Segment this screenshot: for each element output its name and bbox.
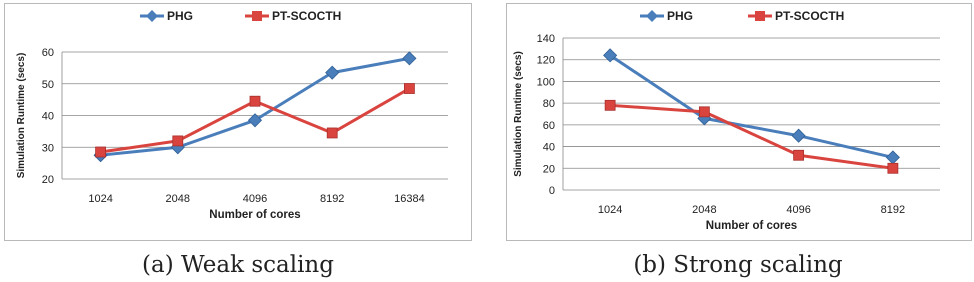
series-line-phg: [610, 55, 893, 157]
data-point-square: [96, 147, 106, 157]
chart-caption: (a) Weak scaling: [142, 252, 334, 278]
y-tick-label: 60: [41, 47, 54, 59]
data-point-square: [699, 107, 709, 117]
data-point-square: [327, 128, 337, 138]
x-tick-label: 1024: [88, 193, 113, 205]
legend-label: PT-SCOCTH: [272, 9, 342, 23]
weak-scaling-chart: [0, 0, 476, 245]
y-tick-label: 40: [41, 110, 54, 123]
legend-marker-square: [252, 11, 262, 21]
data-point-square: [404, 84, 414, 94]
x-tick-label: 8192: [880, 204, 906, 216]
y-tick-label: 40: [542, 141, 555, 154]
data-point-diamond: [792, 129, 805, 142]
y-tick-label: 80: [542, 98, 555, 111]
y-tick-label: 100: [536, 76, 555, 89]
y-tick-label: 20: [542, 163, 555, 176]
data-point-square: [888, 163, 898, 173]
legend-marker-square: [755, 11, 765, 21]
legend-marker-diamond: [646, 10, 658, 22]
strong-scaling-chart: [502, 0, 974, 245]
chart-caption: (b) Strong scaling: [633, 252, 843, 278]
data-point-square: [173, 136, 183, 146]
x-tick-label: 16384: [394, 193, 425, 205]
x-tick-label: 2048: [692, 204, 717, 216]
legend-marker-diamond: [146, 10, 158, 22]
y-axis-title: Simulation Runtime (secs): [513, 51, 524, 177]
data-point-diamond: [886, 151, 899, 164]
x-tick-label: 4096: [242, 193, 268, 205]
legend-label: PHG: [167, 9, 194, 23]
x-tick-label: 8192: [319, 193, 345, 205]
x-tick-label: 4096: [786, 204, 811, 216]
y-tick-label: 140: [536, 33, 555, 45]
x-axis-title: Number of cores: [209, 209, 301, 221]
y-tick-label: 0: [548, 185, 555, 197]
data-point-square: [605, 100, 615, 110]
data-point-square: [250, 96, 260, 106]
y-tick-label: 50: [41, 78, 54, 91]
series-line-phg: [101, 58, 410, 155]
y-tick-label: 60: [542, 119, 555, 132]
x-tick-label: 1024: [597, 204, 623, 216]
y-axis-title: Simulation Runtime (secs): [16, 52, 27, 179]
y-tick-label: 20: [41, 174, 54, 186]
y-tick-label: 120: [536, 54, 555, 67]
series-line-pt-scocth: [610, 105, 893, 168]
x-tick-label: 2048: [165, 193, 191, 205]
x-axis-title: Number of cores: [705, 220, 798, 232]
legend-label: PHG: [667, 9, 694, 23]
data-point-square: [794, 150, 804, 160]
y-tick-label: 30: [41, 142, 54, 155]
data-point-diamond: [403, 52, 416, 65]
legend-label: PT-SCOCTH: [775, 9, 845, 23]
